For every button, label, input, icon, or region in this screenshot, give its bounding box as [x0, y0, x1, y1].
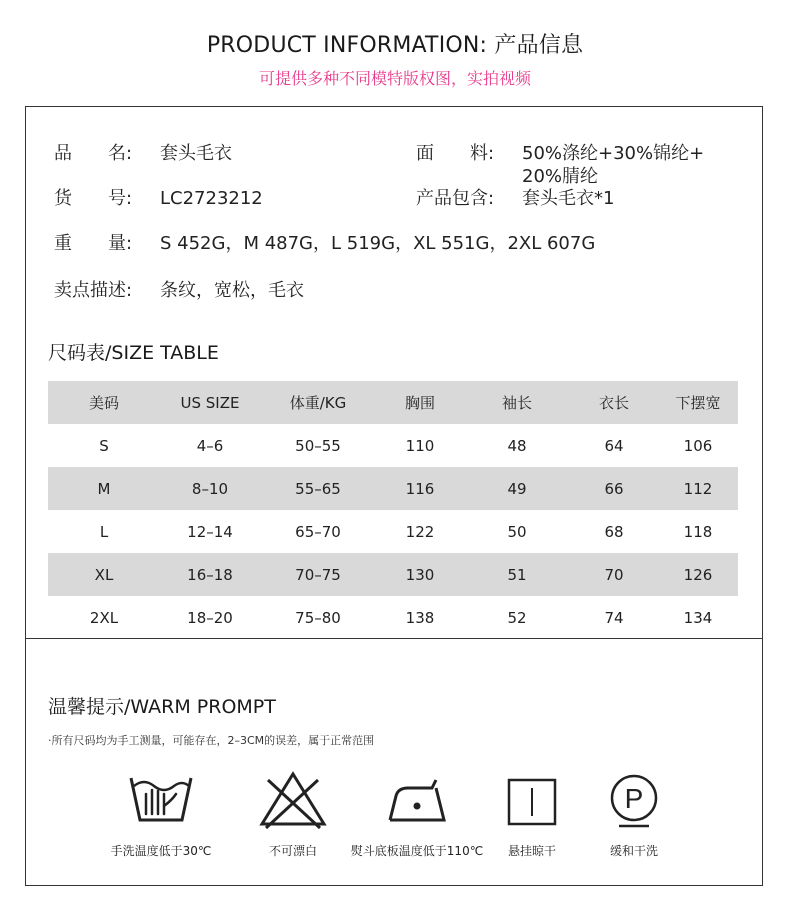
table-cell: 18–20	[187, 608, 233, 627]
table-cell: S	[99, 436, 109, 455]
table-cell: 16–18	[187, 565, 233, 584]
table-cell: 122	[405, 522, 435, 541]
header-cell: 胸围	[404, 394, 435, 412]
size-table	[48, 381, 738, 639]
header-cell: 袖长	[501, 394, 532, 412]
info-fabric-value-line2: 20%腈纶	[522, 166, 599, 187]
table-cell: 49	[507, 479, 527, 498]
table-cell: 48	[507, 436, 527, 455]
table-cell: 106	[683, 436, 713, 455]
info-weight-value: S 452G，M 487G，L 519G，XL 551G，2XL 607G	[160, 233, 596, 254]
table-cell: 118	[683, 522, 713, 541]
dry-clean-label: 缓和干洗	[609, 844, 658, 858]
table-cell: 126	[683, 565, 713, 584]
info-fabric-value-line1: 50%涤纶+30%锦纶+	[522, 143, 705, 164]
header-cell: 体重/KG	[289, 394, 347, 412]
table-row	[48, 596, 738, 639]
table-cell: 112	[683, 479, 713, 498]
header-cell: 衣长	[598, 394, 629, 412]
dry-clean-symbol: P	[624, 783, 644, 814]
table-row	[48, 424, 738, 467]
table-cell: 70–75	[295, 565, 341, 584]
table-cell: 4–6	[196, 436, 224, 455]
info-selling-label: 卖点描述:	[54, 280, 133, 301]
table-cell: 130	[405, 565, 435, 584]
table-cell: 51	[507, 565, 527, 584]
no-bleach-icon	[258, 770, 328, 830]
table-row	[48, 510, 738, 553]
table-cell: 66	[604, 479, 624, 498]
table-cell: 2XL	[89, 608, 119, 627]
table-cell: 70	[604, 565, 624, 584]
table-cell: 12–14	[187, 522, 233, 541]
iron-icon	[382, 770, 452, 830]
page-subtitle: 可提供多种不同模特版权图，实拍视频	[258, 69, 531, 88]
table-cell: 50	[507, 522, 527, 541]
info-weight-label: 重 量:	[54, 233, 133, 254]
table-cell: 134	[683, 608, 713, 627]
warm-prompt-note: ·所有尺码均为手工测量，可能存在，2–3CM的误差，属于正常范围	[48, 734, 375, 747]
info-sku-value: LC2723212	[160, 188, 263, 209]
info-sku-label: 货 号:	[54, 188, 133, 209]
info-name-label: 品 名:	[54, 143, 133, 164]
size-table-header-row	[48, 381, 738, 424]
hand-wash-label: 手洗温度低于30℃	[110, 844, 212, 858]
info-includes-label: 产品包含:	[416, 188, 495, 209]
dry-clean-p-icon	[599, 770, 669, 830]
info-weight	[54, 229, 595, 255]
info-selling	[54, 276, 304, 302]
hang-dry-label: 悬挂晾干	[507, 844, 556, 858]
table-cell: 75–80	[295, 608, 341, 627]
table-cell: 64	[604, 436, 624, 455]
warm-prompt-title: 温馨提示/WARM PROMPT	[48, 696, 276, 718]
table-cell: 50–55	[295, 436, 341, 455]
info-name	[54, 139, 232, 165]
page-title: PRODUCT INFORMATION: 产品信息	[206, 33, 584, 58]
table-cell: 8–10	[191, 479, 229, 498]
info-sku	[54, 184, 263, 210]
table-cell: 110	[405, 436, 435, 455]
table-cell: 138	[405, 608, 435, 627]
table-cell: 116	[405, 479, 435, 498]
table-cell: 68	[604, 522, 624, 541]
info-fabric-label: 面 料:	[416, 143, 495, 164]
table-cell: M	[97, 479, 111, 498]
info-name-value: 套头毛衣	[160, 143, 232, 164]
table-cell: 74	[604, 608, 624, 627]
table-row	[48, 553, 738, 596]
info-includes	[416, 184, 614, 210]
hang-dry-icon	[497, 770, 567, 830]
table-cell: L	[99, 522, 109, 541]
info-selling-value: 条纹，宽松，毛衣	[160, 280, 304, 301]
header-cell: 美码	[88, 394, 119, 412]
table-row	[48, 467, 738, 510]
header-cell: US SIZE	[180, 393, 240, 412]
info-includes-value: 套头毛衣*1	[522, 188, 615, 209]
header-cell: 下摆宽	[675, 394, 721, 412]
table-cell: 52	[507, 608, 527, 627]
iron-label: 熨斗底板温度低于110℃	[350, 844, 484, 858]
table-cell: XL	[94, 565, 114, 584]
hand-wash-icon	[126, 770, 196, 830]
table-cell: 55–65	[295, 479, 341, 498]
no-bleach-label: 不可漂白	[268, 844, 317, 858]
table-cell: 65–70	[295, 522, 341, 541]
size-table-title: 尺码表/SIZE TABLE	[48, 342, 219, 364]
